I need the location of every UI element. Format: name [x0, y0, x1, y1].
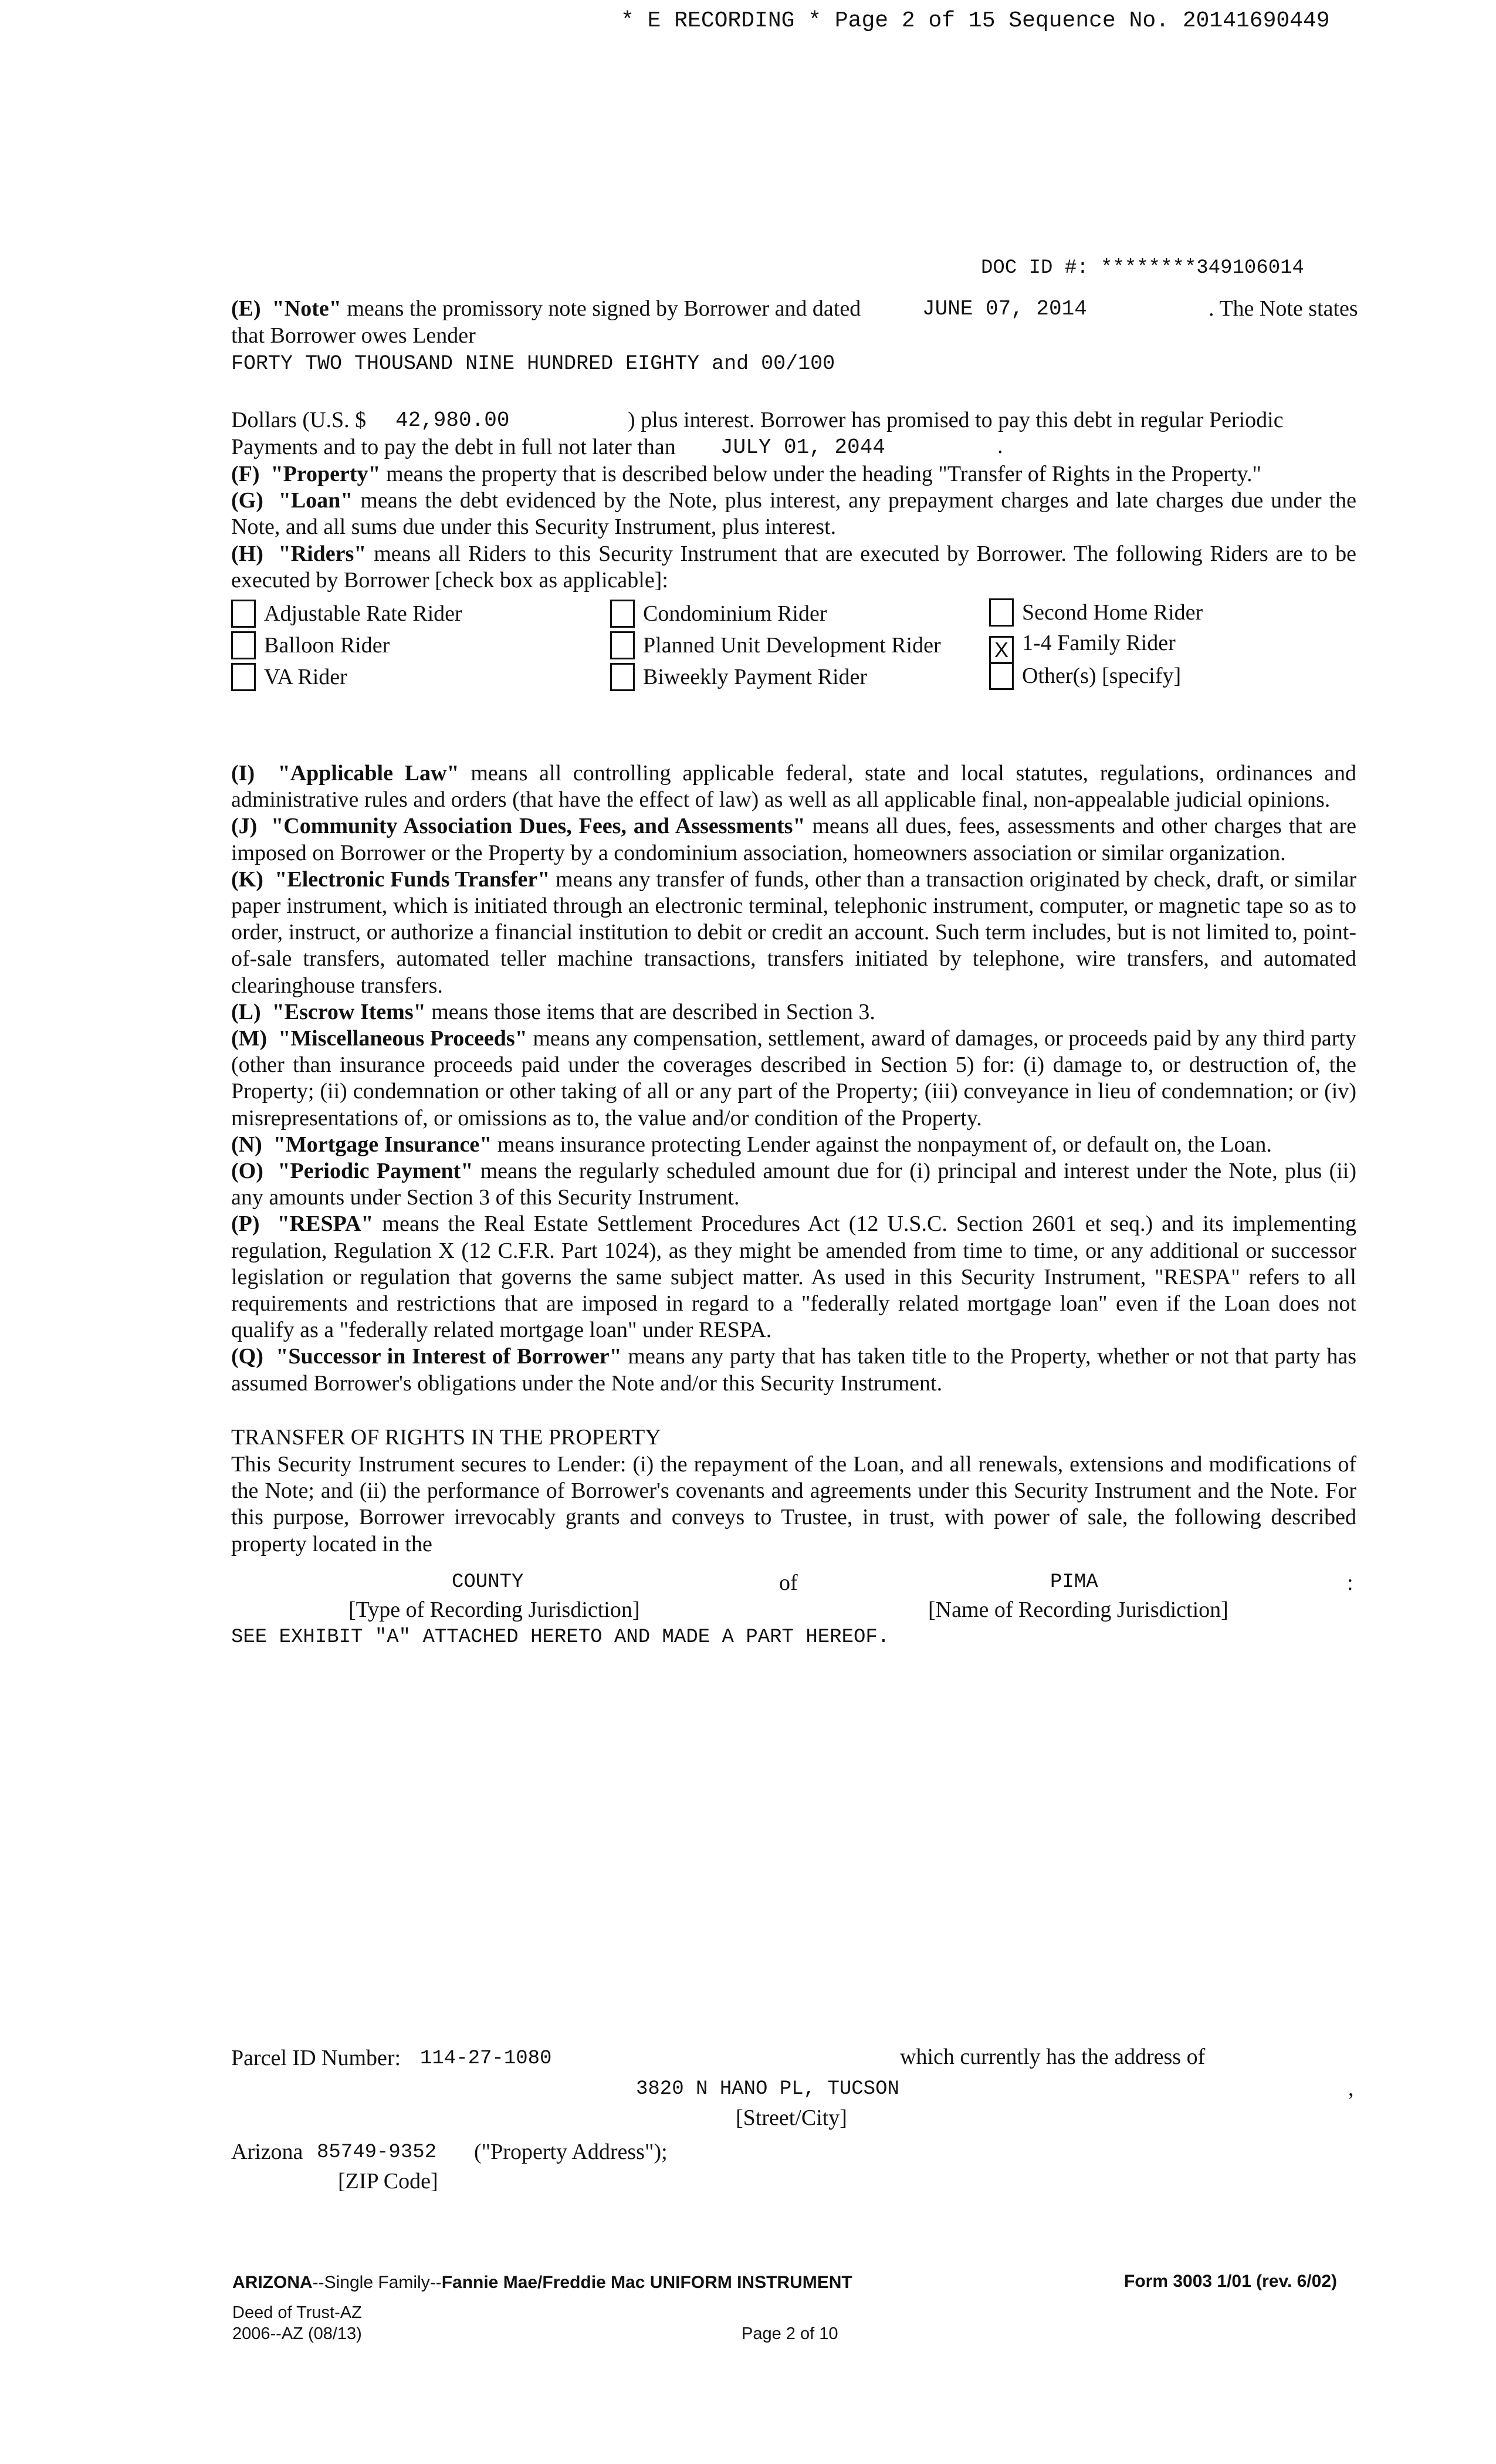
definition-misc-proceeds: [231, 1025, 1356, 1132]
jurisdiction-name-caption: [Name of Recording Jurisdiction]: [928, 1597, 1228, 1622]
note-date: JUNE 07, 2014: [922, 297, 1087, 321]
definition-letter: (O): [231, 1159, 263, 1184]
definition-letter: (F): [231, 462, 260, 486]
dollars-label: Dollars (U.S. $: [231, 408, 367, 432]
rider-label: 1-4 Family Rider: [1022, 631, 1176, 655]
definition-text: means those items that are described in Section 3.: [431, 999, 875, 1024]
definition-term: "Miscellaneous Proceeds": [278, 1026, 527, 1051]
plus-interest: ) plus interest. Borrower has promised to pay this debt in regular Periodic: [628, 408, 1284, 432]
definition-eft: [231, 867, 1356, 999]
rider-va: [231, 663, 347, 691]
definition-community-dues: [231, 813, 1356, 866]
jurisdiction-type-caption: [Type of Recording Jurisdiction]: [348, 1597, 640, 1622]
property-address-label: ("Property Address");: [474, 2140, 668, 2164]
definition-text: means all controlling applicable federal, state and local statutes, regulations, ordinances and administrative rules and orders (that have the effect of law) as well as all applicable final, non-appealable judicial opinions.: [231, 761, 1357, 813]
definition-term: "Loan": [278, 488, 353, 513]
rider-label: Second Home Rider: [1022, 600, 1203, 625]
checkbox[interactable]: [231, 631, 256, 659]
rider-condominium: [610, 600, 827, 628]
definition-letter: (E): [231, 296, 261, 321]
transfer-paragraph: [231, 1451, 1356, 1558]
note-definition-line1: [231, 296, 861, 322]
checkbox[interactable]: [231, 600, 256, 628]
rider-label: Other(s) [specify]: [1022, 664, 1182, 688]
definition-term: "RESPA": [277, 1211, 374, 1237]
parcel-label: Parcel ID Number:: [231, 2046, 401, 2070]
note-amount-words: FORTY TWO THOUSAND NINE HUNDRED EIGHTY and 00/100: [231, 352, 835, 375]
maturity-date: JULY 01, 2044: [720, 435, 885, 459]
note-text: means the promissory note signed by Borrower and dated: [347, 296, 861, 321]
street-comma: ,: [1348, 2076, 1354, 2101]
definitions-body: [231, 760, 1356, 1397]
definition-letter: (I): [231, 761, 255, 786]
note-line2: that Borrower owes Lender: [231, 323, 476, 348]
transfer-heading: TRANSFER OF RIGHTS IN THE PROPERTY: [231, 1425, 661, 1450]
rider-label: VA Rider: [264, 665, 347, 689]
jurisdiction-type: COUNTY: [452, 1571, 524, 1593]
definition-letter: (M): [231, 1026, 268, 1051]
definition-periodic-payment: [231, 1158, 1356, 1211]
jurisdiction-name: PIMA: [1050, 1571, 1098, 1593]
jurisdiction-colon: :: [1347, 1571, 1353, 1595]
definition-letter: (P): [231, 1211, 260, 1237]
definition-property: [231, 461, 1356, 488]
footer-state: ARIZONA: [232, 2273, 313, 2292]
definition-letter: (H): [231, 541, 263, 566]
definition-letter: (N): [231, 1132, 262, 1157]
definition-letter: (L): [231, 999, 261, 1024]
definition-text: means all Riders to this Security Instrument that are executed by Borrower. The following Riders are to be executed by Borrower [check box as applicable]:: [231, 541, 1357, 593]
note-states: . The Note states: [1209, 296, 1358, 321]
parcel-id: 114-27-1080: [420, 2047, 552, 2070]
definition-escrow-items: [231, 999, 1356, 1025]
definition-text: means any party that has taken title to the Property, whether or not that party has assumed Borrower's obligations under the Note and/or this Security Instrument.: [231, 1344, 1357, 1396]
jurisdiction-of: of: [779, 1571, 798, 1595]
definition-term: "Property": [270, 462, 381, 486]
rider-label: Balloon Rider: [264, 633, 390, 658]
transfer-text: This Security Instrument secures to Lender: (i) the repayment of the Loan, and all renewals, extensions and modifications of the Note; and (ii) the performance of Borrower's covenants and agreements under this Security Instrument and the Note. For this purpose, Borrower irrevocably grants and conveys to Trustee, in trust, with power of sale, the following described property located in the: [231, 1452, 1356, 1556]
rider-second-home: [989, 598, 1203, 627]
exhibit-reference: SEE EXHIBIT "A" ATTACHED HERETO AND MADE A PART HEREOF.: [231, 1626, 890, 1649]
rider-label: Biweekly Payment Rider: [643, 665, 868, 689]
checkbox[interactable]: X: [989, 636, 1014, 664]
address-text: which currently has the address of: [900, 2045, 1206, 2069]
rider-pud: [610, 631, 941, 659]
definitions-fgh: [231, 461, 1356, 594]
definition-text: means all dues, fees, assessments and other charges that are imposed on Borrower or the Property by a condominium association, homeowners association or similar organization.: [231, 814, 1356, 865]
rider-label: Condominium Rider: [643, 601, 827, 626]
checkbox[interactable]: [989, 662, 1014, 690]
rider-adjustable-rate: [231, 600, 462, 628]
definition-term: "Escrow Items": [272, 999, 426, 1024]
definition-text: means insurance protecting Lender against the nonpayment of, or default on, the Loan.: [497, 1132, 1272, 1157]
definition-text: means the Real Estate Settlement Procedures Act (12 U.S.C. Section 2601 et seq.) and its implementing regulation, Regulation X (12 C.F.R. Part 1024), as they might be amended from time to time, or any additional or successor legislation or regulation that governs the same subject matter. As used in this Security Instrument, "RESPA" refers to all requirements and restrictions that are imposed in regard to a "federally related mortgage loan" even if the Loan does not qualify as a "federally related mortgage loan" under RESPA.: [231, 1211, 1356, 1343]
state: Arizona: [231, 2140, 303, 2164]
definition-text: means the property that is described below under the heading "Transfer of Rights in the Property.": [386, 462, 1262, 486]
zip-caption: [ZIP Code]: [338, 2169, 438, 2194]
definition-term: "Applicable Law": [277, 761, 459, 786]
rider-label: Planned Unit Development Rider: [643, 633, 941, 658]
footer-form: Form 3003 1/01 (rev. 6/02): [1124, 2272, 1337, 2291]
checkbox[interactable]: [989, 598, 1014, 627]
footer-doc-type: Deed of Trust-AZ: [232, 2303, 362, 2322]
payments-line: Payments and to pay the debt in full not later than: [231, 435, 676, 459]
doc-id: [981, 257, 1304, 279]
checkbox[interactable]: [231, 663, 256, 691]
doc-id-value: ********349106014: [1101, 257, 1304, 279]
doc-id-label: DOC ID #:: [981, 257, 1089, 279]
definition-text: means any compensation, settlement, award of damages, or proceeds paid by any third party (other than insurance proceeds paid under the coverages described in Section 5) for: (i) damage to, or destruction of, the Property; (ii) condemnation or other taking of all or any part of the Property; (iii) conveyance in lieu of condemnation; or (iv) misrepresentations of, or omissions as to, the value and/or condition of the Property.: [231, 1026, 1356, 1131]
definition-letter: (Q): [231, 1344, 263, 1369]
definition-term: "Riders": [278, 541, 367, 566]
maturity-period: .: [997, 434, 1003, 458]
definition-term: "Successor in Interest of Borrower": [276, 1344, 622, 1369]
checkbox[interactable]: [610, 600, 635, 628]
checkbox[interactable]: [610, 663, 635, 691]
note-amount: 42,980.00: [395, 408, 510, 432]
definition-text: means the debt evidenced by the Note, plus interest, any prepayment charges and late charges due under the Note, and all sums due under this Security Instrument, plus interest.: [231, 488, 1357, 540]
definition-term: "Mortgage Insurance": [273, 1132, 492, 1157]
definition-respa: [231, 1211, 1356, 1343]
definition-applicable-law: [231, 760, 1356, 813]
definition-term: "Note": [272, 296, 341, 321]
rider-balloon: [231, 631, 390, 659]
rider-biweekly: [610, 663, 867, 691]
definition-letter: (G): [231, 488, 263, 513]
definition-letter: (J): [231, 814, 258, 839]
footer-title-bold: Fannie Mae/Freddie Mac UNIFORM INSTRUMENT: [441, 2273, 852, 2292]
recording-header: * E RECORDING * Page 2 of 15 Sequence No. 20141690449: [621, 8, 1330, 33]
definition-text: means the regularly scheduled amount due for (i) principal and interest under the Note, plus (ii) any amounts under Section 3 of this Security Instrument.: [231, 1159, 1357, 1210]
footer-page: Page 2 of 10: [742, 2324, 838, 2343]
street-caption: [Street/City]: [736, 2106, 847, 2130]
definition-riders: [231, 541, 1356, 594]
footer-doc-code: 2006--AZ (08/13): [232, 2324, 362, 2343]
zip-code: 85749-9352: [317, 2141, 437, 2164]
definition-letter: (K): [231, 867, 263, 892]
checkbox[interactable]: [610, 631, 635, 659]
definition-term: "Community Association Dues, Fees, and Assessments": [271, 814, 805, 839]
definition-loan: [231, 488, 1356, 540]
definition-term: "Electronic Funds Transfer": [275, 867, 550, 892]
definition-mortgage-insurance: [231, 1132, 1356, 1158]
rider-1-4-family: [989, 630, 1176, 664]
footer-title: [232, 2273, 852, 2293]
definition-text: means any transfer of funds, other than a transaction originated by check, draft, or similar paper instrument, which is initiated through an electronic terminal, telephonic instrument, computer, or magnetic tape so as to order, instruct, or authorize a financial institution to debit or credit an account. Such term includes, but is not limited to, point-of-sale transfers, automated teller machine transactions, transfers initiated by telephone, wire transfers, and automated clearinghouse transfers.: [231, 867, 1357, 998]
definition-term: "Periodic Payment": [277, 1159, 473, 1184]
rider-other: [989, 662, 1181, 690]
definition-successor: [231, 1343, 1356, 1396]
rider-label: Adjustable Rate Rider: [264, 601, 462, 626]
street-address: 3820 N HANO PL, TUCSON: [636, 2078, 899, 2100]
footer-title-mid: --Single Family--: [312, 2273, 442, 2292]
